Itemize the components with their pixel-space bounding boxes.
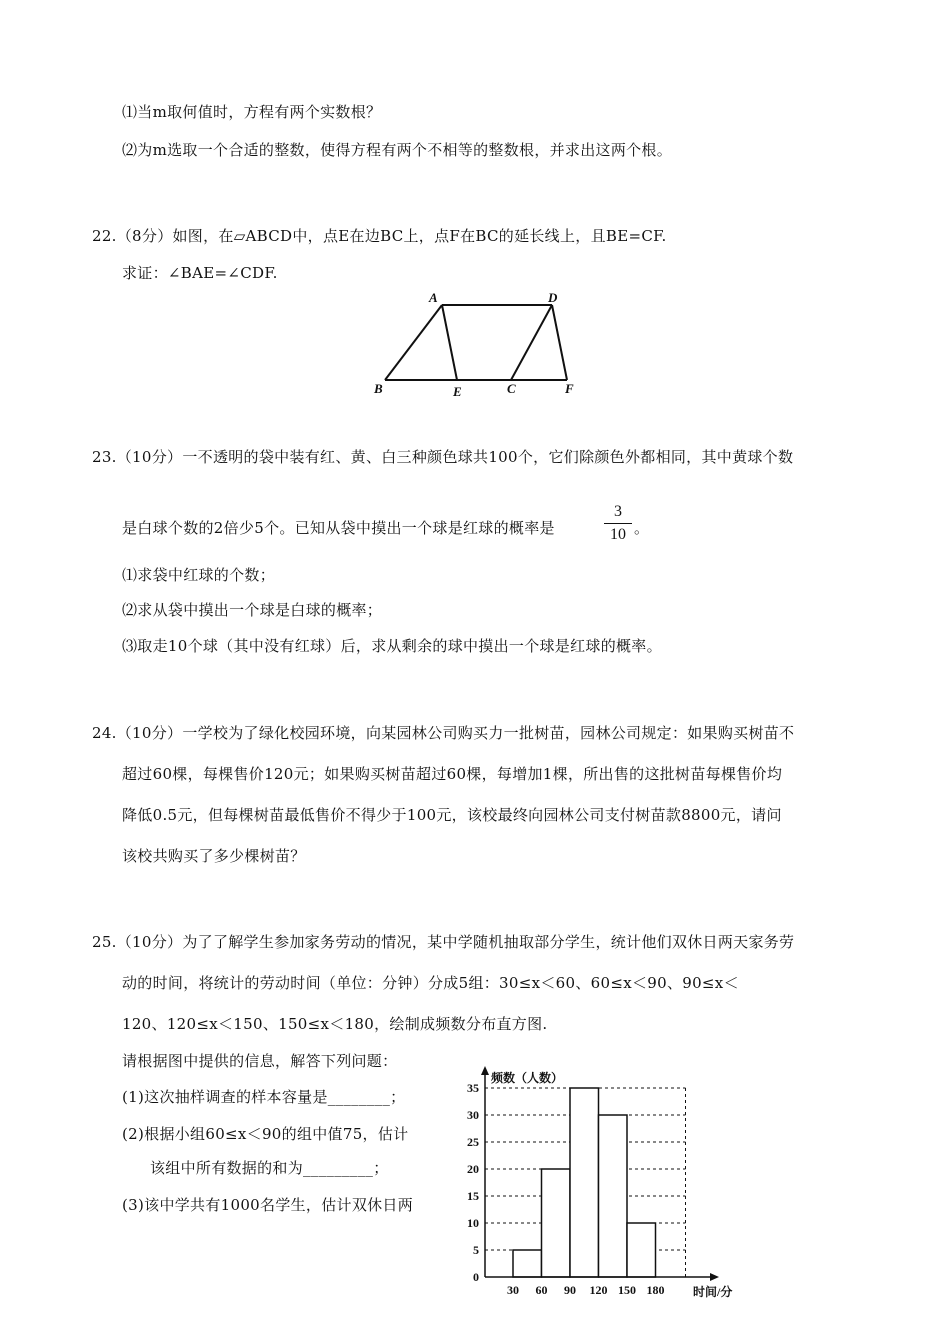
q25-part1: (1)这次抽样调查的样本容量是________； [122, 1088, 406, 1106]
q24-line4: 该校共购买了多少棵树苗？ [122, 847, 306, 865]
q25-line3: 120、120≤x＜150、150≤x＜180，绘制成频数分布直方图. [122, 1015, 548, 1033]
probability-fraction [604, 502, 632, 545]
q25-part2b: 该组中所有数据的和为_________； [150, 1159, 389, 1177]
histogram-bar [570, 1088, 599, 1277]
q24-line1: 24.（10分）一学校为了绿化校园环境，向某园林公司购买力一批树苗，园林公司规定：如果购买树苗不 [92, 724, 795, 742]
y-tick-label: 35 [467, 1081, 479, 1095]
histogram-bar [513, 1250, 542, 1277]
q25-line1: 25.（10分）为了了解学生参加家务劳动的情况，某中学随机抽取部分学生，统计他们双休日两天家务劳 [92, 933, 795, 951]
y-tick-label: 20 [467, 1162, 479, 1176]
q23-part1: ⑴求袋中红球的个数； [122, 566, 276, 584]
q21-part1: ⑴当m取何值时，方程有两个实数根？ [122, 103, 382, 121]
frequency-histogram [455, 1060, 755, 1310]
q24-line3: 降低0.5元，但每棵树苗最低售价不得少于100元，该校最终向园林公司支付树苗款8800元，请问 [122, 806, 782, 824]
x-axis-label: 时间/分 [693, 1285, 733, 1299]
histogram-bar [627, 1223, 656, 1277]
q25-part2a: (2)根据小组60≤x＜90的组中值75，估计 [122, 1125, 409, 1143]
y-axis-label: 频数（人数） [491, 1071, 564, 1085]
x-tick-label: 180 [646, 1283, 665, 1297]
x-tick-label: 60 [535, 1283, 548, 1297]
q24-line2: 超过60棵，每棵售价120元；如果购买树苗超过60棵，每增加1棵，所出售的这批树苗每棵售价均 [122, 765, 783, 783]
y-tick-label: 25 [467, 1135, 479, 1149]
label-A: A [429, 290, 438, 305]
q23-line2-end: 。 [634, 519, 650, 537]
q23-part2: ⑵求从袋中摸出一个球是白球的概率； [122, 601, 383, 619]
q22-parallelogram-figure [360, 285, 590, 400]
x-tick-label: 150 [618, 1283, 636, 1297]
label-E: E [453, 384, 462, 399]
q25-line4: 请根据图中提供的信息，解答下列问题： [122, 1052, 398, 1070]
q25-line2: 动的时间，将统计的劳动时间（单位：分钟）分成5组：30≤x＜60、60≤x＜90、90≤x＜ [122, 974, 739, 992]
y-axis-arrow [481, 1066, 489, 1075]
label-B: B [374, 381, 383, 396]
label-C: C [507, 381, 516, 396]
histogram-bar [599, 1115, 628, 1277]
x-tick-label: 90 [564, 1283, 576, 1297]
y-tick-label: 30 [467, 1108, 479, 1122]
y-tick-label: 0 [473, 1270, 479, 1284]
label-D: D [548, 290, 558, 305]
q22-prove: 求证：∠BAE=∠CDF. [122, 264, 278, 282]
label-F: F [565, 381, 574, 396]
y-tick-label: 5 [473, 1243, 479, 1257]
x-tick-label: 30 [507, 1283, 519, 1297]
y-tick-label: 15 [467, 1189, 479, 1203]
fraction-bar [604, 523, 632, 524]
q23-line2: 是白球个数的2倍少5个。已知从袋中摸出一个球是红球的概率是 [122, 519, 555, 537]
x-axis-arrow [710, 1273, 719, 1281]
q22-statement: 22.（8分）如图，在▱ABCD中，点E在边BC上，点F在BC的延长线上，且BE=CF. [92, 227, 667, 245]
fraction-denominator: 10 [610, 526, 626, 543]
y-tick-label: 10 [467, 1216, 479, 1230]
q23-part3: ⑶取走10个球（其中没有红球）后，求从剩余的球中摸出一个球是红球的概率。 [122, 637, 662, 655]
fraction-numerator: 3 [614, 503, 622, 520]
q21-part2: ⑵为m选取一个合适的整数，使得方程有两个不相等的整数根，并求出这两个根。 [122, 141, 673, 159]
histogram-bar [542, 1169, 571, 1277]
q23-line1: 23.（10分）一不透明的袋中装有红、黄、白三种颜色球共100个，它们除颜色外都相同，其中黄球个数 [92, 448, 794, 466]
x-tick-label: 120 [589, 1283, 608, 1297]
q25-part3: (3)该中学共有1000名学生，估计双休日两 [122, 1196, 414, 1214]
